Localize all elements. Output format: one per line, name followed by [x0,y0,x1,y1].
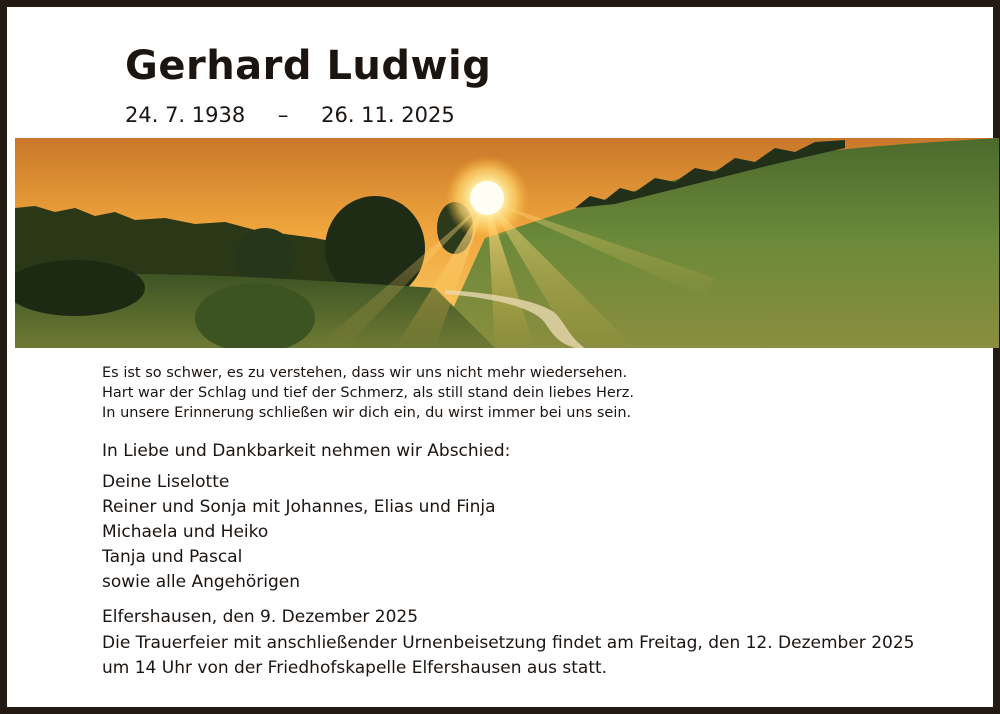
verse-line: In unsere Erinnerung schließen wir dich ein, du wirst immer bei uns sein. [102,405,632,421]
sunset-landscape-image [15,138,999,348]
service-line: Die Trauerfeier mit anschließender Urnenbeisetzung findet am Freitag, den 12. Dezember 2025 [102,633,915,653]
death-date: 26. 11. 2025 [321,103,455,127]
verse-line: Es ist so schwer, es zu verstehen, dass wir uns nicht mehr wiedersehen. [102,365,628,381]
birth-date: 24. 7. 1938 [125,103,246,127]
mourners-list [102,470,496,595]
place-and-date: Elfershausen, den 9. Dezember 2025 [102,607,419,627]
memorial-verse [102,363,634,423]
funeral-service-info [102,631,914,681]
mourner-item: Tanja und Pascal [102,547,243,567]
mourner-item: Michaela und Heiko [102,522,269,542]
service-line: um 14 Uhr von der Friedhofskapelle Elfershausen aus statt. [102,658,608,678]
verse-line: Hart war der Schlag und tief der Schmerz, als still stand dein liebes Herz. [102,385,634,401]
mourner-item: Deine Liselotte [102,472,230,492]
date-separator: – [277,103,289,127]
mourner-item: Reiner und Sonja mit Johannes, Elias und Finja [102,497,496,517]
farewell-intro: In Liebe und Dankbarkeit nehmen wir Abschied: [102,441,511,461]
mourner-item: sowie alle Angehörigen [102,572,301,592]
deceased-name: Gerhard Ludwig [125,43,492,89]
life-dates [125,103,455,127]
